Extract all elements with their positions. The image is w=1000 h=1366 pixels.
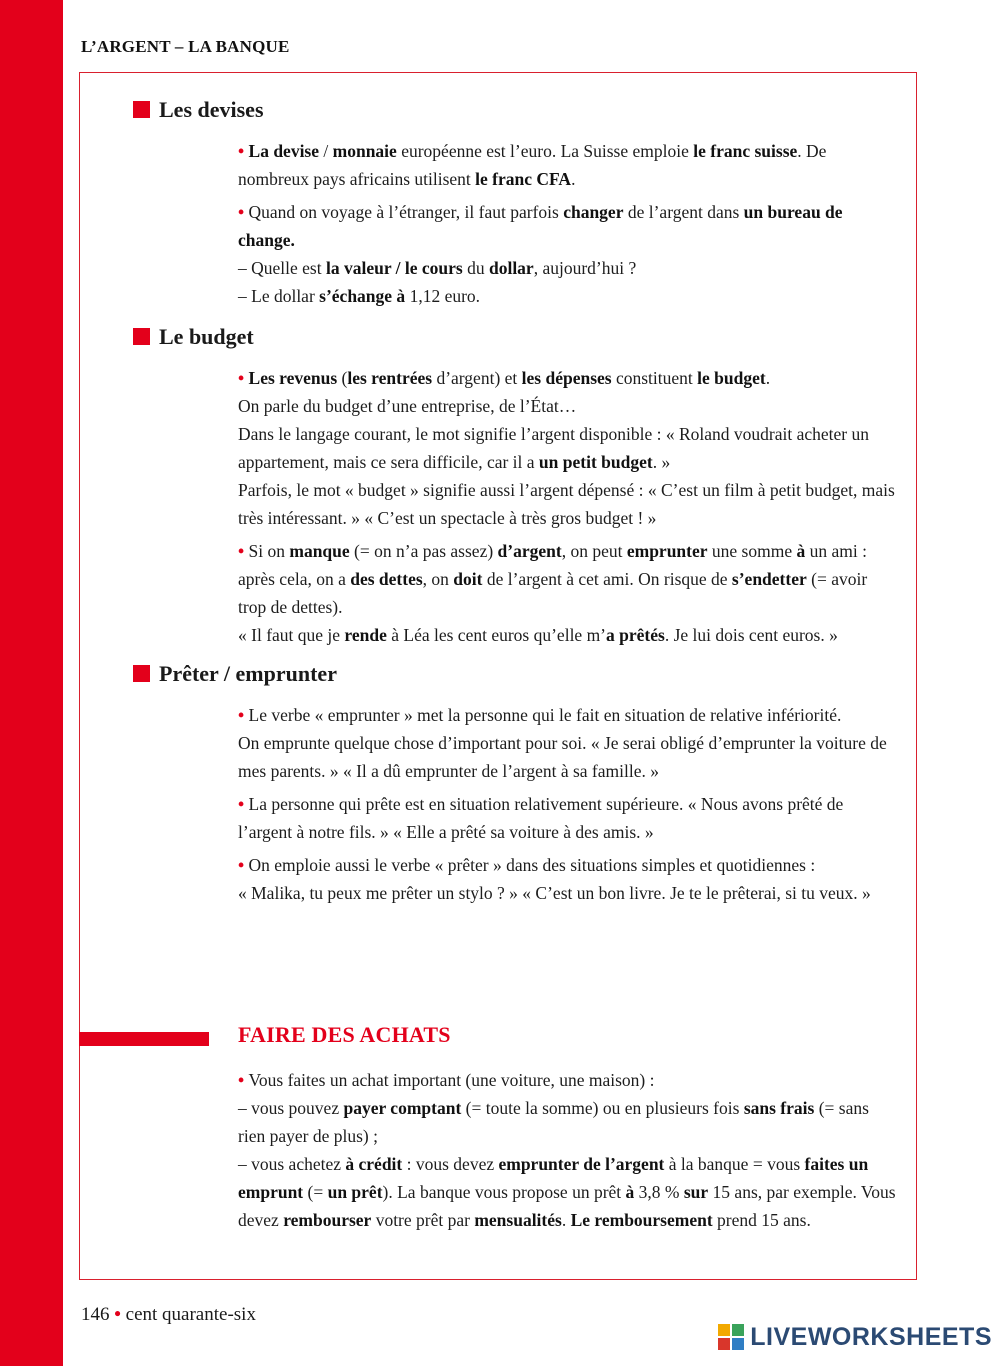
text-run: – vous pouvez <box>238 1098 344 1118</box>
text-run: , aujourd’hui ? <box>533 258 637 278</box>
bold-term: faites un emprunt <box>238 1154 869 1202</box>
section-title: Prêter / emprunter <box>159 661 337 686</box>
footer-separator: • <box>114 1304 121 1325</box>
text-run: Si on <box>248 541 290 561</box>
page-number-words: cent quarante-six <box>125 1304 256 1325</box>
paragraph <box>238 198 898 254</box>
bold-term: le franc CFA <box>475 169 572 189</box>
paragraph <box>238 364 898 392</box>
liveworksheets-logo-icon <box>718 1324 744 1350</box>
paragraph <box>238 476 898 532</box>
achats-title: FAIRE DES ACHATS <box>238 1022 451 1047</box>
text-run: : vous devez <box>402 1154 499 1174</box>
bold-term: à <box>625 1182 635 1202</box>
text-run: de l’argent dans <box>623 202 744 222</box>
red-accent-bar <box>79 1032 209 1046</box>
paragraph <box>238 879 898 907</box>
liveworksheets-watermark <box>718 1320 992 1354</box>
bold-term: monnaie <box>332 141 397 161</box>
bold-term: le budget <box>697 368 766 388</box>
bold-term: Les revenus <box>248 368 338 388</box>
paragraph <box>238 701 898 729</box>
bold-term: un petit budget <box>538 452 653 472</box>
text-run: On emprunte quelque chose d’important pour soi. « Je serai obligé d’emprunter la voiture de mes parents. » « Il a dû emprunter de l’argent à sa famille. » <box>238 733 887 781</box>
bold-term: doit <box>453 569 483 589</box>
text-run: européenne est l’euro. La Suisse emploie <box>396 141 694 161</box>
text-run: un ami : après cela, on a <box>238 541 867 589</box>
section-body-budget <box>238 364 898 649</box>
bullet-icon: • <box>238 794 249 814</box>
text-run: (= <box>303 1182 328 1202</box>
text-run: constituent <box>611 368 698 388</box>
bold-term: Le remboursement <box>570 1210 713 1230</box>
text-run: une somme <box>707 541 797 561</box>
bullet-icon: • <box>238 1070 249 1090</box>
text-run: (= avoir trop de dettes). <box>238 569 868 617</box>
achats-body <box>238 1066 898 1234</box>
paragraph <box>238 537 898 621</box>
section-heading-devises <box>133 97 264 123</box>
paragraph <box>238 254 898 282</box>
running-head: L’ARGENT – LA BANQUE <box>81 37 290 56</box>
bullet-icon: • <box>238 368 249 388</box>
text-run: Parfois, le mot « budget » signifie aussi l’argent dépensé : « C’est un film à petit budget, mais très intéressant. » « C’est un spectacle à très gros budget ! » <box>238 480 895 528</box>
bold-term: des dettes <box>350 569 423 589</box>
text-run: . Je lui dois cent euros. » <box>664 625 838 645</box>
paragraph <box>238 420 898 476</box>
bullet-icon: • <box>238 855 249 875</box>
text-run: (= on n’a pas assez) <box>349 541 498 561</box>
text-run: La personne qui prête est en situation relativement supérieure. « Nous avons prêté de l’argent à notre fils. » « Elle a prêté sa voiture à des amis. » <box>238 794 844 842</box>
paragraph <box>238 137 898 193</box>
bold-term: rende <box>344 625 387 645</box>
bold-term: la valeur / le cours <box>325 258 463 278</box>
bold-term: sur <box>683 1182 709 1202</box>
bold-term: le franc suisse <box>693 141 798 161</box>
bold-term: emprunter de l’argent <box>498 1154 665 1174</box>
text-run: , on peut <box>561 541 627 561</box>
page-footer <box>81 1304 256 1326</box>
paragraph <box>238 851 898 879</box>
bold-term: à <box>796 541 806 561</box>
brand-name: LIVEWORKSHEETS <box>750 1322 992 1351</box>
text-run: (= toute la somme) ou en plusieurs fois <box>461 1098 744 1118</box>
bold-term: changer <box>563 202 624 222</box>
text-run: . <box>571 169 576 189</box>
paragraph <box>238 392 898 420</box>
bold-term: rembourser <box>283 1210 372 1230</box>
paragraph <box>238 282 898 310</box>
red-square-icon <box>133 665 150 682</box>
text-run: On parle du budget d’une entreprise, de l’État… <box>238 396 577 416</box>
paragraph <box>238 790 898 846</box>
section-body-devises <box>238 137 898 310</box>
text-run: Vous faites un achat important (une voiture, une maison) : <box>248 1070 655 1090</box>
text-run: (= sans rien payer de plus) ; <box>238 1098 869 1146</box>
text-run: , on <box>422 569 454 589</box>
text-run: d’argent) et <box>432 368 522 388</box>
text-run: 3,8 % <box>634 1182 684 1202</box>
bullet-icon: • <box>238 202 249 222</box>
bold-term: un bureau de change. <box>238 202 843 250</box>
text-run: . De nombreux pays africains utilisent <box>238 141 827 189</box>
text-run: ). La banque vous propose un prêt <box>382 1182 626 1202</box>
text-run: – Le dollar <box>238 286 320 306</box>
bold-term: d’argent <box>497 541 562 561</box>
section-title: Les devises <box>159 97 264 122</box>
text-run: 1,12 euro. <box>405 286 481 306</box>
bold-term: emprunter <box>626 541 708 561</box>
text-run: / <box>319 141 333 161</box>
text-run: à la banque = vous <box>664 1154 805 1174</box>
bullet-icon: • <box>238 705 249 725</box>
text-run: prend 15 ans. <box>712 1210 811 1230</box>
text-run: « Il faut que je <box>238 625 345 645</box>
text-run: . » <box>652 452 671 472</box>
text-run: 15 ans, par exemple. Vous devez <box>238 1182 896 1230</box>
paragraph <box>238 1094 898 1150</box>
text-run: . <box>765 368 771 388</box>
bold-term: s’échange à <box>319 286 406 306</box>
bold-term: les rentrées <box>347 368 433 388</box>
page-number: 146 <box>81 1304 110 1325</box>
bold-term: un prêt <box>327 1182 383 1202</box>
bold-term: payer comptant <box>343 1098 462 1118</box>
paragraph <box>238 621 898 649</box>
bold-term: a prêtés <box>606 625 665 645</box>
red-margin-bar <box>0 0 63 1366</box>
section-body-preter <box>238 701 898 907</box>
bullet-icon: • <box>238 541 249 561</box>
section-heading-preter <box>133 661 337 687</box>
section-heading-budget <box>133 324 254 350</box>
text-run: – vous achetez <box>238 1154 346 1174</box>
bold-term: mensualités <box>474 1210 562 1230</box>
bold-term: à crédit <box>345 1154 403 1174</box>
bold-term: sans frais <box>743 1098 815 1118</box>
text-run: Dans le langage courant, le mot signifie l’argent disponible : « Roland voudrait acheter un appartement, mais ce sera difficile, car il a <box>238 424 869 472</box>
bold-term: La devise <box>248 141 320 161</box>
text-run: Le verbe « emprunter » met la personne qui le fait en situation de relative infériorité. <box>248 705 842 725</box>
bold-term: s’endetter <box>731 569 807 589</box>
text-run: . <box>561 1210 571 1230</box>
bold-term: manque <box>289 541 350 561</box>
text-run: On emploie aussi le verbe « prêter » dans des situations simples et quotidiennes : <box>248 855 816 875</box>
paragraph <box>238 1150 898 1234</box>
section-title: Le budget <box>159 324 254 349</box>
bold-term: les dépenses <box>521 368 612 388</box>
bullet-icon: • <box>238 141 249 161</box>
text-run: votre prêt par <box>371 1210 475 1230</box>
text-run: du <box>462 258 489 278</box>
text-run: à Léa les cent euros qu’elle m’ <box>386 625 607 645</box>
red-square-icon <box>133 328 150 345</box>
text-run: ( <box>337 368 348 388</box>
paragraph <box>238 729 898 785</box>
bold-term: dollar <box>488 258 534 278</box>
red-square-icon <box>133 101 150 118</box>
paragraph <box>238 1066 898 1094</box>
text-run: « Malika, tu peux me prêter un stylo ? » « C’est un bon livre. Je te le prêterai, si tu veux. » <box>238 883 871 903</box>
text-run: Quand on voyage à l’étranger, il faut parfois <box>248 202 564 222</box>
text-run: de l’argent à cet ami. On risque de <box>482 569 732 589</box>
text-run: – Quelle est <box>238 258 326 278</box>
